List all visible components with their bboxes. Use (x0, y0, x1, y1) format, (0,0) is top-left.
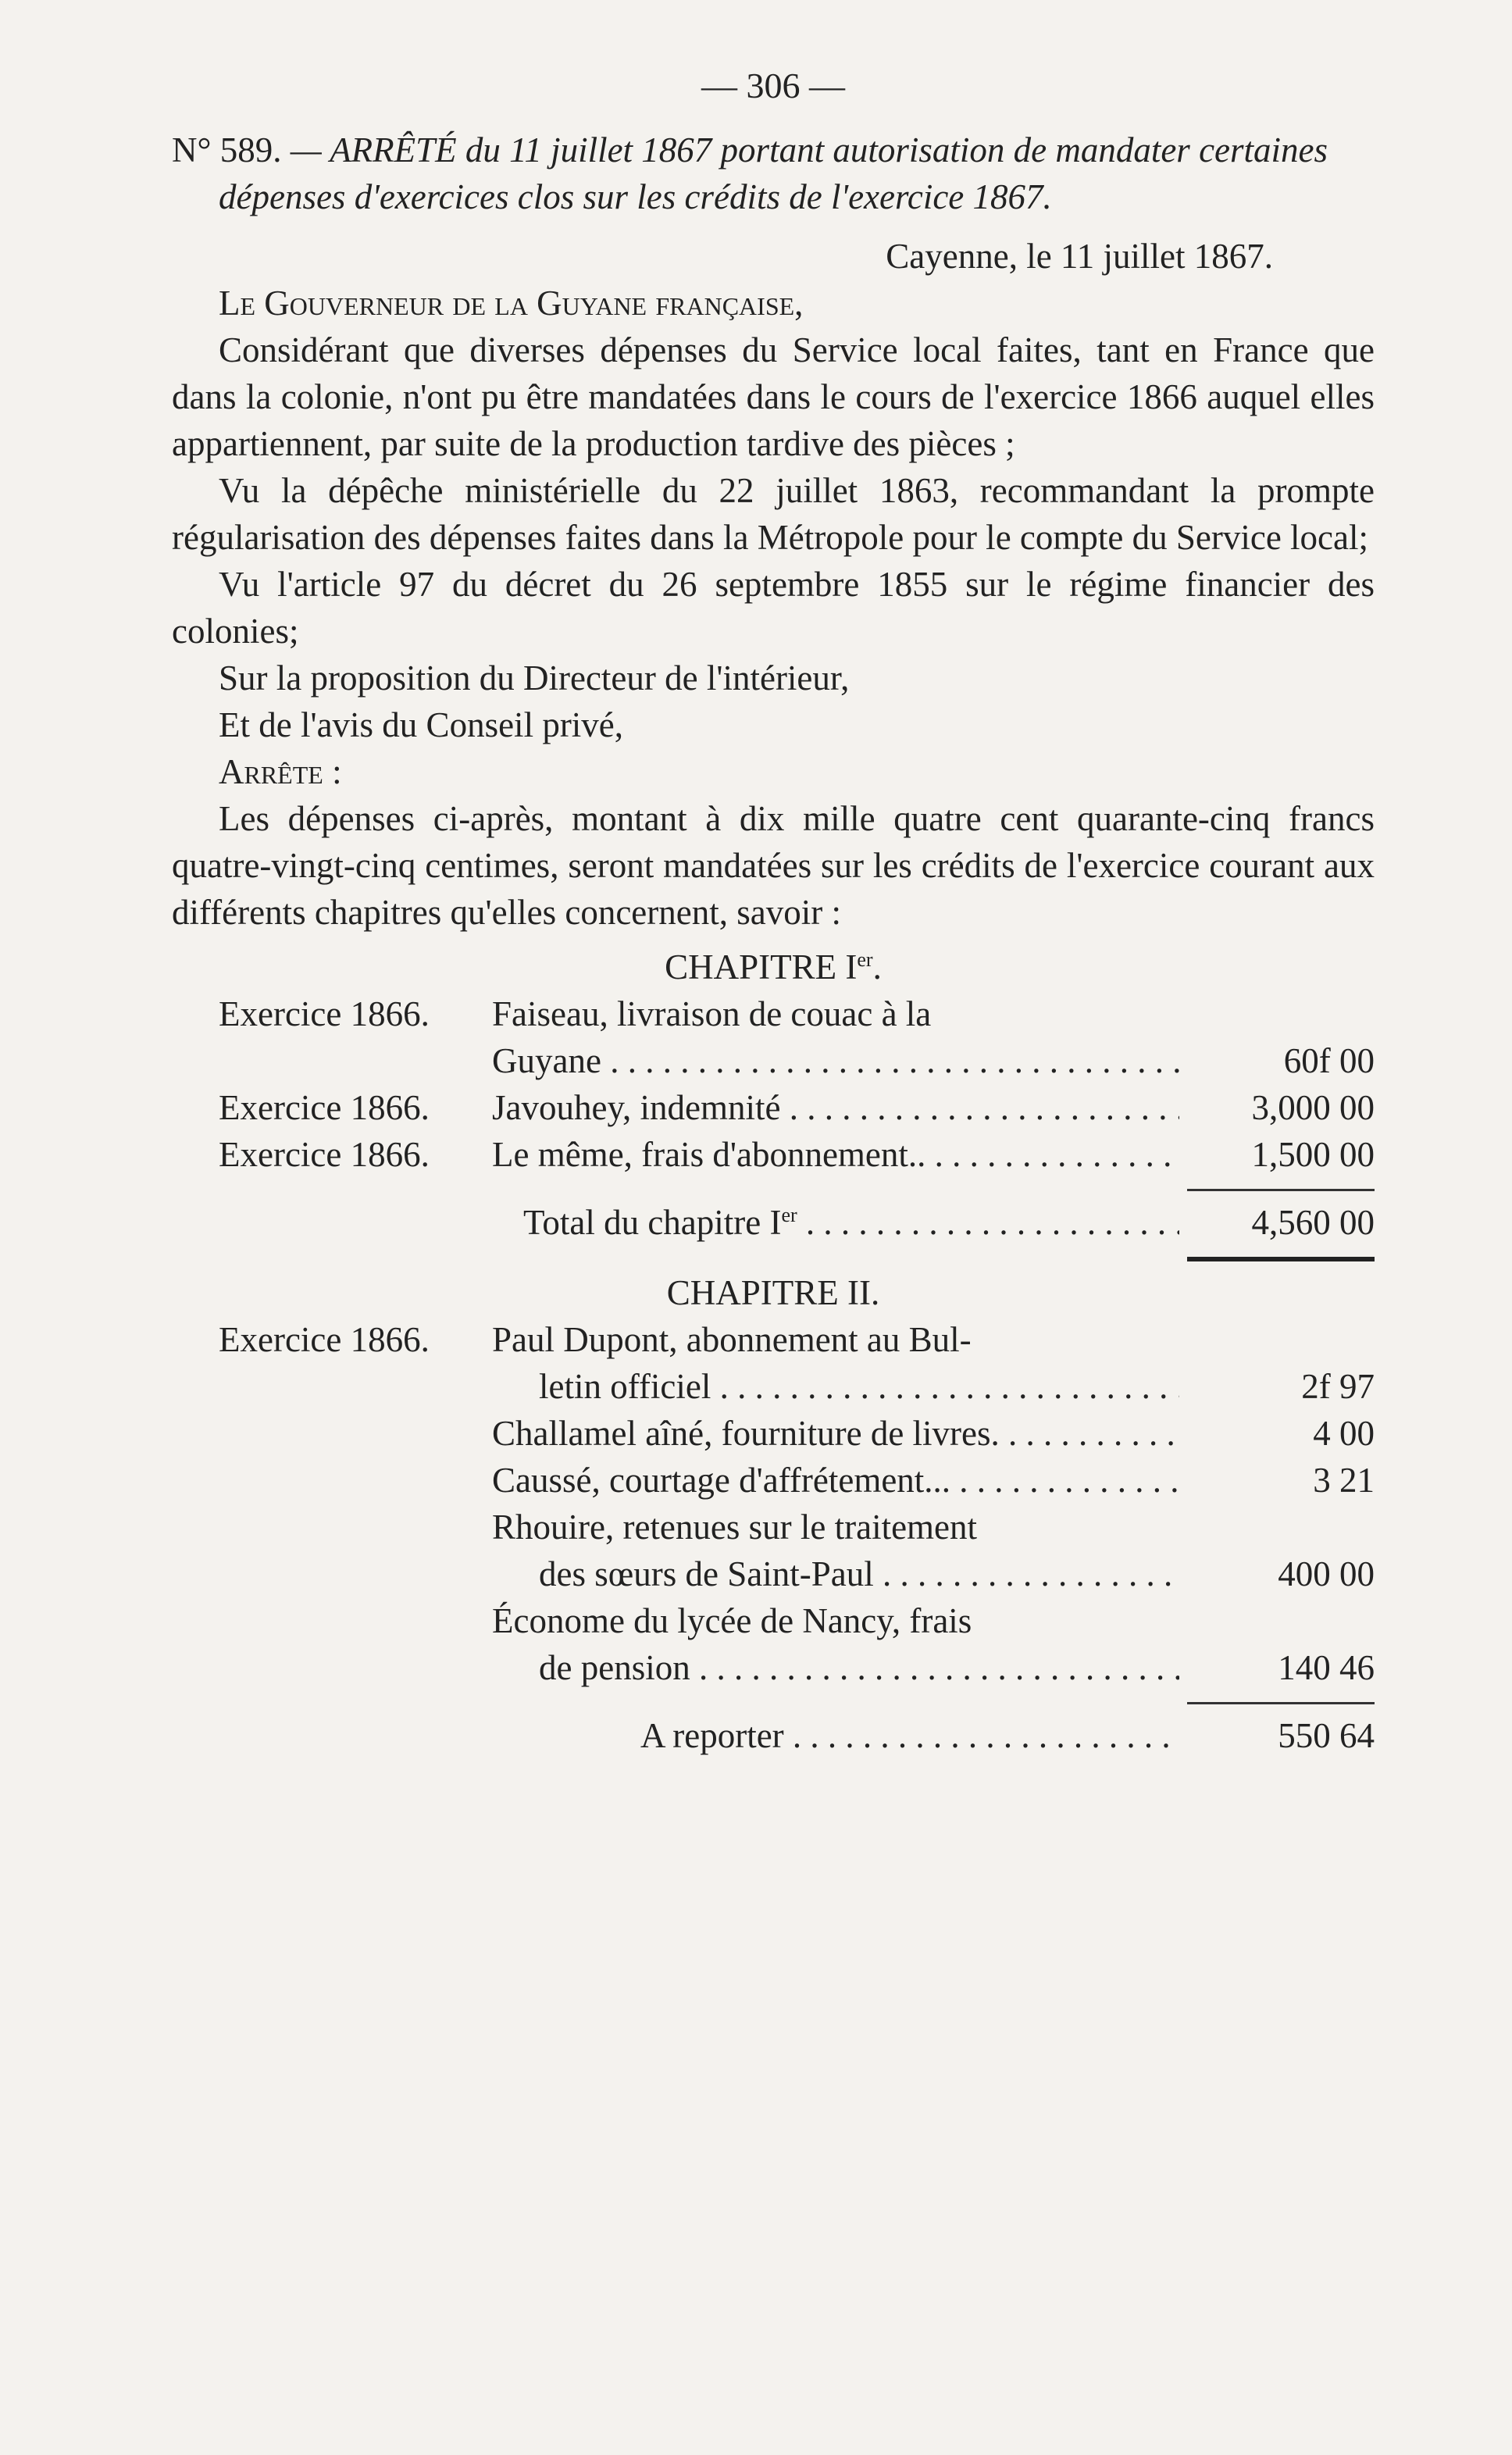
carry-forward: A reporter . . . 550 64 (172, 1712, 1375, 1759)
expense-label: de pension . . . (492, 1644, 1179, 1691)
expense-amount: 2f 97 (1301, 1367, 1375, 1406)
preamble (172, 327, 1375, 748)
expense-label: Caussé, courtage d'affrétement... . . . (492, 1457, 1179, 1504)
expense-amount: 140 46 (1278, 1648, 1375, 1687)
chapter2-row (172, 1410, 1375, 1457)
chapter2-title: CHAPITRE II. (666, 1273, 880, 1312)
chapter1-row (172, 1131, 1375, 1178)
chapter2-row (172, 1504, 1375, 1550)
expense-label: Rhouire, retenues sur le traitement (492, 1508, 978, 1547)
expense-label: Économe du lycée de Nancy, frais (492, 1601, 972, 1640)
expense-label: Faiseau, livraison de couac à la (492, 994, 932, 1033)
decision-paragraph: Les dépenses ci-après, montant à dix mille quatre cent quarante-cinq francs quatre-vingt-cinq centimes, seront mandatées sur les crédits de l'exercice courant aux différents chapitres qu'elles concernent, savoir : (172, 799, 1375, 932)
chapter1-row (172, 1037, 1375, 1084)
chapter1-row (172, 1084, 1375, 1131)
expense-amount: 1,500 00 (1251, 1135, 1375, 1174)
expense-amount: 4 00 (1313, 1414, 1375, 1453)
decree-number: N° 589. (172, 130, 282, 169)
exercise-label: Exercice 1866. (219, 1320, 430, 1359)
expense-amount: 400 00 (1278, 1554, 1375, 1593)
chapter1-total: Total du chapitre Ier . . . 4,560 00 (172, 1199, 1375, 1246)
governor-line: Le Gouverneur de la Guyane française, (219, 284, 804, 323)
exercise-label: Exercice 1866. (219, 1088, 430, 1127)
arrete-label: Arrête : (219, 752, 342, 791)
decree-heading (172, 127, 1375, 220)
chapter2-row (172, 1457, 1375, 1504)
preamble-paragraph: Vu l'article 97 du décret du 26 septembre 1855 sur le régime financier des colonies; (172, 565, 1375, 651)
decree-title: — ARRÊTÉ du 11 juillet 1867 portant autorisation de mandater certaines dépenses d'exercices clos sur les crédits de l'exercice 1867. (219, 130, 1328, 216)
expense-label: letin officiel . . . (492, 1363, 1179, 1410)
expense-label: des sœurs de Saint-Paul . . . (492, 1550, 1179, 1597)
expense-label: Challamel aîné, fourniture de livres. . . . (492, 1410, 1179, 1457)
expense-label: Guyane . . . (492, 1037, 1179, 1084)
expense-amount: 3 21 (1313, 1461, 1375, 1500)
carry-rule (1187, 1702, 1375, 1704)
preamble-paragraph: Sur la proposition du Directeur de l'intérieur, (219, 658, 850, 698)
place-date: Cayenne, le 11 juillet 1867. (886, 237, 1273, 276)
chapter2-row (172, 1363, 1375, 1410)
chapter2-rows (172, 1316, 1375, 1691)
page-number: — 306 — (701, 66, 845, 105)
document-page (172, 62, 1375, 1759)
preamble-paragraph: Considérant que diverses dépenses du Service local faites, tant en France que dans la colonie, n'ont pu être mandatées dans le cours de l'exercice 1866 auquel elles appartiennent, par suite de la production tardive des pièces ; (172, 330, 1375, 463)
chapter2-row (172, 1550, 1375, 1597)
preamble-paragraph: Vu la dépêche ministérielle du 22 juillet 1863, recommandant la prompte régularisation des dépenses faites dans la Métropole pour le compte du Service local; (172, 471, 1375, 557)
chapter2-row (172, 1316, 1375, 1363)
expense-amount: 3,000 00 (1251, 1088, 1375, 1127)
closing-rule (1187, 1257, 1375, 1261)
total-rule (1187, 1189, 1375, 1191)
chapter1-rows (172, 990, 1375, 1178)
expense-label: Paul Dupont, abonnement au Bul- (492, 1320, 972, 1359)
expense-amount: 60f 00 (1283, 1041, 1375, 1080)
chapter2-row (172, 1644, 1375, 1691)
exercise-label: Exercice 1866. (219, 1135, 430, 1174)
chapter1-row (172, 990, 1375, 1037)
expense-label: Javouhey, indemnité . . . (492, 1084, 1179, 1131)
exercise-label: Exercice 1866. (219, 994, 430, 1033)
expense-label: Le même, frais d'abonnement.. . . . (492, 1131, 1179, 1178)
chapter1-title: CHAPITRE Ier. (665, 947, 882, 987)
chapter2-row (172, 1597, 1375, 1644)
preamble-paragraph: Et de l'avis du Conseil privé, (219, 705, 624, 744)
